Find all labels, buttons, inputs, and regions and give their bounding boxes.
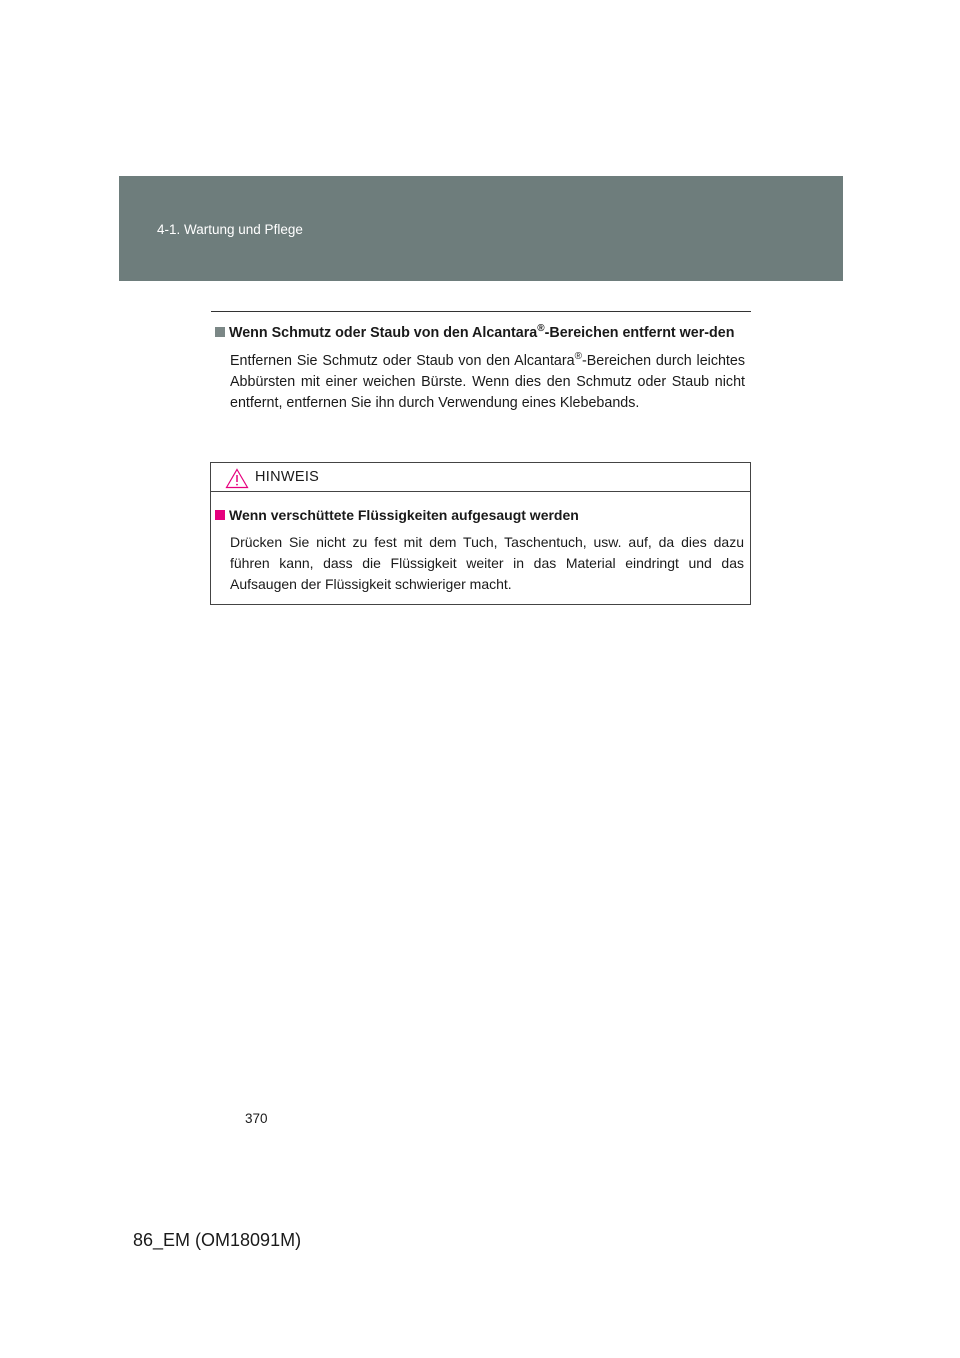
notice-header	[211, 463, 750, 492]
section-body: Entfernen Sie Schmutz oder Staub von den Alcantara®-Bereichen durch leichtes Abbürsten mit einer weichen Bürste. Wenn dies den Schmutz oder Staub nicht entfernt, entfernen Sie ihn durch Verwendung eines Klebebands.	[230, 351, 745, 411]
section-alcantara	[215, 323, 745, 414]
section-divider	[211, 311, 751, 312]
notice-body: Drücken Sie nicht zu fest mit dem Tuch, Taschentuch, usw. auf, da dies dazu führen kann, dass die Flüssigkeit weiter in das Material eindringt und das Aufsaugen der Flüssigkeit schwieriger macht.	[230, 534, 744, 592]
section-heading: Wenn Schmutz oder Staub von den Alcantara®-Bereichen entfernt wer-den	[215, 323, 745, 344]
notice-content	[211, 492, 750, 595]
notice-title: HINWEIS	[255, 469, 320, 485]
section-title: 4-1. Wartung und Pflege	[157, 222, 303, 237]
notice-heading: Wenn verschüttete Flüssigkeiten aufgesaugt werden	[215, 505, 744, 526]
warning-triangle-icon	[225, 468, 249, 489]
bullet-square-icon	[215, 510, 225, 520]
header-band	[119, 176, 843, 281]
bullet-square-icon	[215, 327, 225, 337]
notice-box	[210, 462, 751, 605]
document-code: 86_EM (OM18091M)	[133, 1230, 302, 1250]
page-number: 370	[245, 1111, 268, 1126]
